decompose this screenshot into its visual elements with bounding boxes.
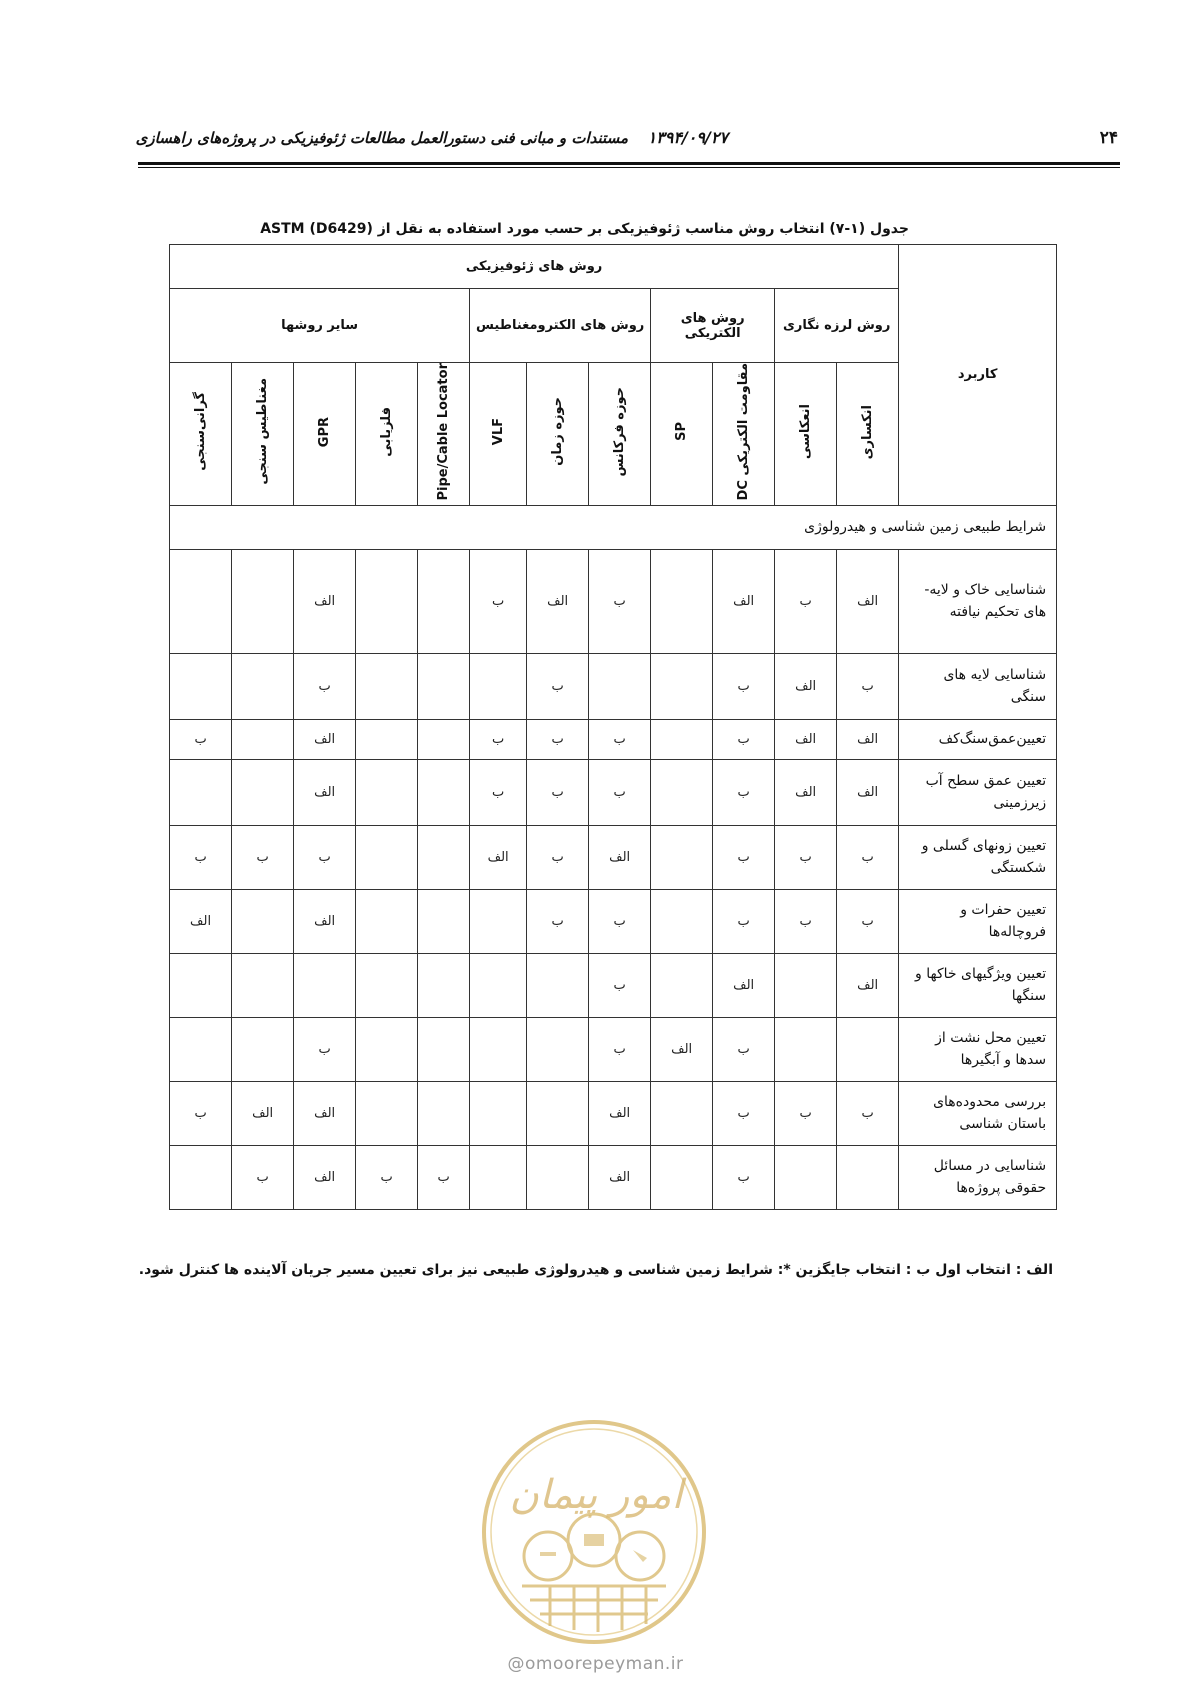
rating-cell (651, 1081, 713, 1145)
table-caption: جدول (۱-۷) انتخاب روش مناسب ژئوفیزیکی بر حسب مورد استفاده به نقل از ASTM (D6429) (260, 221, 909, 237)
rating-cell: الف (294, 759, 356, 825)
column-header-label: SP (674, 422, 690, 442)
table-row (170, 719, 1057, 759)
rating-cell (651, 825, 713, 889)
table-row (170, 1081, 1057, 1145)
rating-cell: ب (294, 825, 356, 889)
column-header (356, 363, 418, 506)
rating-cell: الف (775, 759, 837, 825)
rating-cell (651, 759, 713, 825)
column-header (418, 363, 470, 506)
rating-cell: الف (589, 1145, 651, 1209)
rating-cell: ب (713, 719, 775, 759)
rating-cell: ب (713, 653, 775, 719)
rating-cell (294, 953, 356, 1017)
geophysics-methods-table (169, 244, 1057, 1210)
column-header (232, 363, 294, 506)
rating-cell: ب (589, 889, 651, 953)
rating-cell (170, 653, 232, 719)
column-header (713, 363, 775, 506)
column-header (651, 363, 713, 506)
methods-header: روش های ژئوفیزیکی (170, 245, 899, 289)
rating-cell: الف (294, 1145, 356, 1209)
rating-cell: ب (837, 825, 899, 889)
rating-cell (470, 889, 527, 953)
rating-cell (775, 1017, 837, 1081)
rating-cell (651, 1145, 713, 1209)
rating-cell (232, 953, 294, 1017)
document-title: مستندات و مبانی فنی دستورالعمل مطالعات ژئوفیزیکی در پروژه‌های راهسازی (135, 129, 628, 147)
rating-cell (356, 549, 418, 653)
rating-cell (837, 1145, 899, 1209)
rating-cell (356, 719, 418, 759)
table-row (170, 759, 1057, 825)
rating-cell: الف (527, 549, 589, 653)
group-seismic: روش لرزه نگاری (775, 289, 899, 363)
rating-cell: ب (527, 759, 589, 825)
rating-cell (418, 1017, 470, 1081)
rating-cell (418, 549, 470, 653)
rating-cell (651, 953, 713, 1017)
rating-cell: ب (527, 889, 589, 953)
rating-cell (418, 889, 470, 953)
rating-cell (356, 825, 418, 889)
rating-cell (418, 953, 470, 1017)
column-header-label: Pipe/Cable Locator (436, 363, 452, 501)
rating-cell: الف (170, 889, 232, 953)
rating-cell: ب (232, 825, 294, 889)
rating-cell: ب (837, 653, 899, 719)
rating-cell (527, 953, 589, 1017)
rating-cell: الف (232, 1081, 294, 1145)
rating-cell (470, 653, 527, 719)
rating-cell: الف (713, 953, 775, 1017)
usage-cell: بررسی محدوده‌های باستان شناسی (899, 1081, 1057, 1145)
rating-cell: ب (294, 653, 356, 719)
table-row (170, 953, 1057, 1017)
rating-cell (418, 759, 470, 825)
table-row (170, 549, 1057, 653)
column-header (775, 363, 837, 506)
rating-cell: ب (775, 1081, 837, 1145)
svg-text:امور پیمان: امور پیمان (509, 1472, 683, 1518)
rating-cell (527, 1017, 589, 1081)
column-header-label: VLF (490, 418, 506, 446)
page-header (135, 128, 1118, 150)
column-header (589, 363, 651, 506)
rating-cell: ب (418, 1145, 470, 1209)
rating-cell (470, 953, 527, 1017)
header-rule-thin (138, 167, 1120, 168)
rating-cell: الف (837, 719, 899, 759)
rating-cell: ب (470, 719, 527, 759)
column-header-label: حوزه زمان (550, 397, 566, 467)
rating-cell (418, 825, 470, 889)
rating-cell: الف (651, 1017, 713, 1081)
rating-cell: ب (470, 759, 527, 825)
column-header-label: انعکاسی (798, 404, 814, 460)
header-date: ۱۳۹۴/۰۹/۲۷ (647, 128, 728, 147)
usage-cell: شناسایی لایه های سنگی (899, 653, 1057, 719)
rating-cell (651, 719, 713, 759)
rating-cell (470, 1081, 527, 1145)
rating-cell: ب (713, 1017, 775, 1081)
usage-cell: شناسایی خاک و لایه-های تحکیم نیافته (899, 549, 1057, 653)
usage-cell: تعیین محل نشت از سدها و آبگیرها (899, 1017, 1057, 1081)
usage-cell: تعیین حفرات و فروچاله‌ها (899, 889, 1057, 953)
rating-cell: ب (713, 1145, 775, 1209)
table-row (170, 1017, 1057, 1081)
rating-cell (418, 719, 470, 759)
rating-cell: الف (837, 953, 899, 1017)
column-header-label: حوزه فرکانس (612, 387, 628, 477)
rating-cell: ب (170, 1081, 232, 1145)
omoor-peyman-logo (478, 1416, 710, 1648)
column-header-label: گرانی‌سنجی (193, 392, 209, 472)
rating-cell: ب (775, 825, 837, 889)
rating-cell (651, 889, 713, 953)
rating-cell: ب (713, 759, 775, 825)
usage-cell: تعیین ویژگیهای خاکها و سنگها (899, 953, 1057, 1017)
rating-cell: ب (713, 1081, 775, 1145)
column-header (837, 363, 899, 506)
table-row (170, 1145, 1057, 1209)
rating-cell (356, 1081, 418, 1145)
rating-cell (775, 1145, 837, 1209)
column-header (470, 363, 527, 506)
rating-cell: ب (775, 549, 837, 653)
rating-cell (651, 653, 713, 719)
rating-cell: ب (170, 825, 232, 889)
watermark-url: @omoorepeyman.ir (507, 1654, 684, 1674)
section-label: شرایط طبیعی زمین شناسی و هیدرولوژی (170, 505, 1057, 549)
rating-cell (356, 889, 418, 953)
logo-emblem-icon (478, 1416, 710, 1648)
rating-cell: ب (356, 1145, 418, 1209)
rating-cell: الف (713, 549, 775, 653)
usage-cell: تعیین عمق سطح آب زیرزمینی (899, 759, 1057, 825)
rating-cell (589, 653, 651, 719)
group-electrical: روش های الکتریکی (651, 289, 775, 363)
rating-cell: ب (232, 1145, 294, 1209)
rating-cell: الف (775, 719, 837, 759)
rating-cell (418, 1081, 470, 1145)
rating-cell: ب (589, 953, 651, 1017)
rating-cell: ب (294, 1017, 356, 1081)
rating-cell: ب (837, 1081, 899, 1145)
group-other: سایر روشها (170, 289, 470, 363)
rating-cell: ب (527, 825, 589, 889)
usage-cell: تعیین‌عمق‌سنگ‌کف (899, 719, 1057, 759)
rating-cell: ب (589, 1017, 651, 1081)
column-header-label: GPR (317, 416, 333, 447)
rating-cell: الف (470, 825, 527, 889)
rating-cell: ب (170, 719, 232, 759)
table-row (170, 653, 1057, 719)
rating-cell: ب (837, 889, 899, 953)
rating-cell (170, 759, 232, 825)
rating-cell (356, 759, 418, 825)
rating-cell: الف (294, 549, 356, 653)
rating-cell (418, 653, 470, 719)
rating-cell: الف (589, 825, 651, 889)
rating-cell (470, 1145, 527, 1209)
header-rule-thick (138, 162, 1120, 165)
rating-cell: ب (775, 889, 837, 953)
rating-cell: ب (589, 549, 651, 653)
rating-cell (232, 549, 294, 653)
rating-cell (170, 953, 232, 1017)
page-number: ۲۴ (1099, 128, 1118, 148)
column-header (170, 363, 232, 506)
rating-cell (527, 1145, 589, 1209)
rating-cell (170, 549, 232, 653)
rating-cell (232, 1017, 294, 1081)
column-header (294, 363, 356, 506)
column-header-label: انکساری (860, 404, 876, 459)
rating-cell (837, 1017, 899, 1081)
table-row (170, 889, 1057, 953)
column-header-label: فلزیابی (379, 406, 395, 457)
rating-cell (232, 759, 294, 825)
rating-cell (470, 1017, 527, 1081)
rating-cell (651, 549, 713, 653)
rating-cell (232, 889, 294, 953)
rating-cell: الف (775, 653, 837, 719)
usage-cell: تعیین زونهای گسلی و شکستگی (899, 825, 1057, 889)
rating-cell (356, 1017, 418, 1081)
rating-cell: ب (713, 825, 775, 889)
column-header (527, 363, 589, 506)
table-row (170, 825, 1057, 889)
rating-cell: ب (527, 653, 589, 719)
rating-cell: الف (294, 719, 356, 759)
rating-cell: الف (294, 889, 356, 953)
rating-cell (527, 1081, 589, 1145)
usage-cell: شناسایی در مسائل حقوقی پروژه‌ها (899, 1145, 1057, 1209)
table-footnote: الف : انتخاب اول ب : انتخاب جایگزین *: شرایط زمین شناسی و هیدرولوژی طبیعی نیز برای تعیین مسیر جریان آلاینده ها کنترل شود. (138, 1262, 1053, 1278)
rating-cell: ب (589, 719, 651, 759)
rating-cell (170, 1017, 232, 1081)
rating-cell: الف (837, 759, 899, 825)
usage-header: کاربرد (899, 245, 1057, 506)
rating-cell (170, 1145, 232, 1209)
rating-cell (232, 719, 294, 759)
rating-cell (232, 653, 294, 719)
rating-cell: ب (470, 549, 527, 653)
group-electromagnetic: روش های الکترومغناطیس (470, 289, 651, 363)
rating-cell: الف (589, 1081, 651, 1145)
rating-cell: الف (837, 549, 899, 653)
rating-cell: الف (294, 1081, 356, 1145)
column-header-label: مغناطیس سنجی (255, 378, 271, 486)
column-header-label: مقاومت الکتریکی DC (736, 363, 752, 501)
rating-cell (356, 653, 418, 719)
rating-cell (356, 953, 418, 1017)
rating-cell (775, 953, 837, 1017)
rating-cell: ب (527, 719, 589, 759)
rating-cell: ب (589, 759, 651, 825)
rating-cell: ب (713, 889, 775, 953)
